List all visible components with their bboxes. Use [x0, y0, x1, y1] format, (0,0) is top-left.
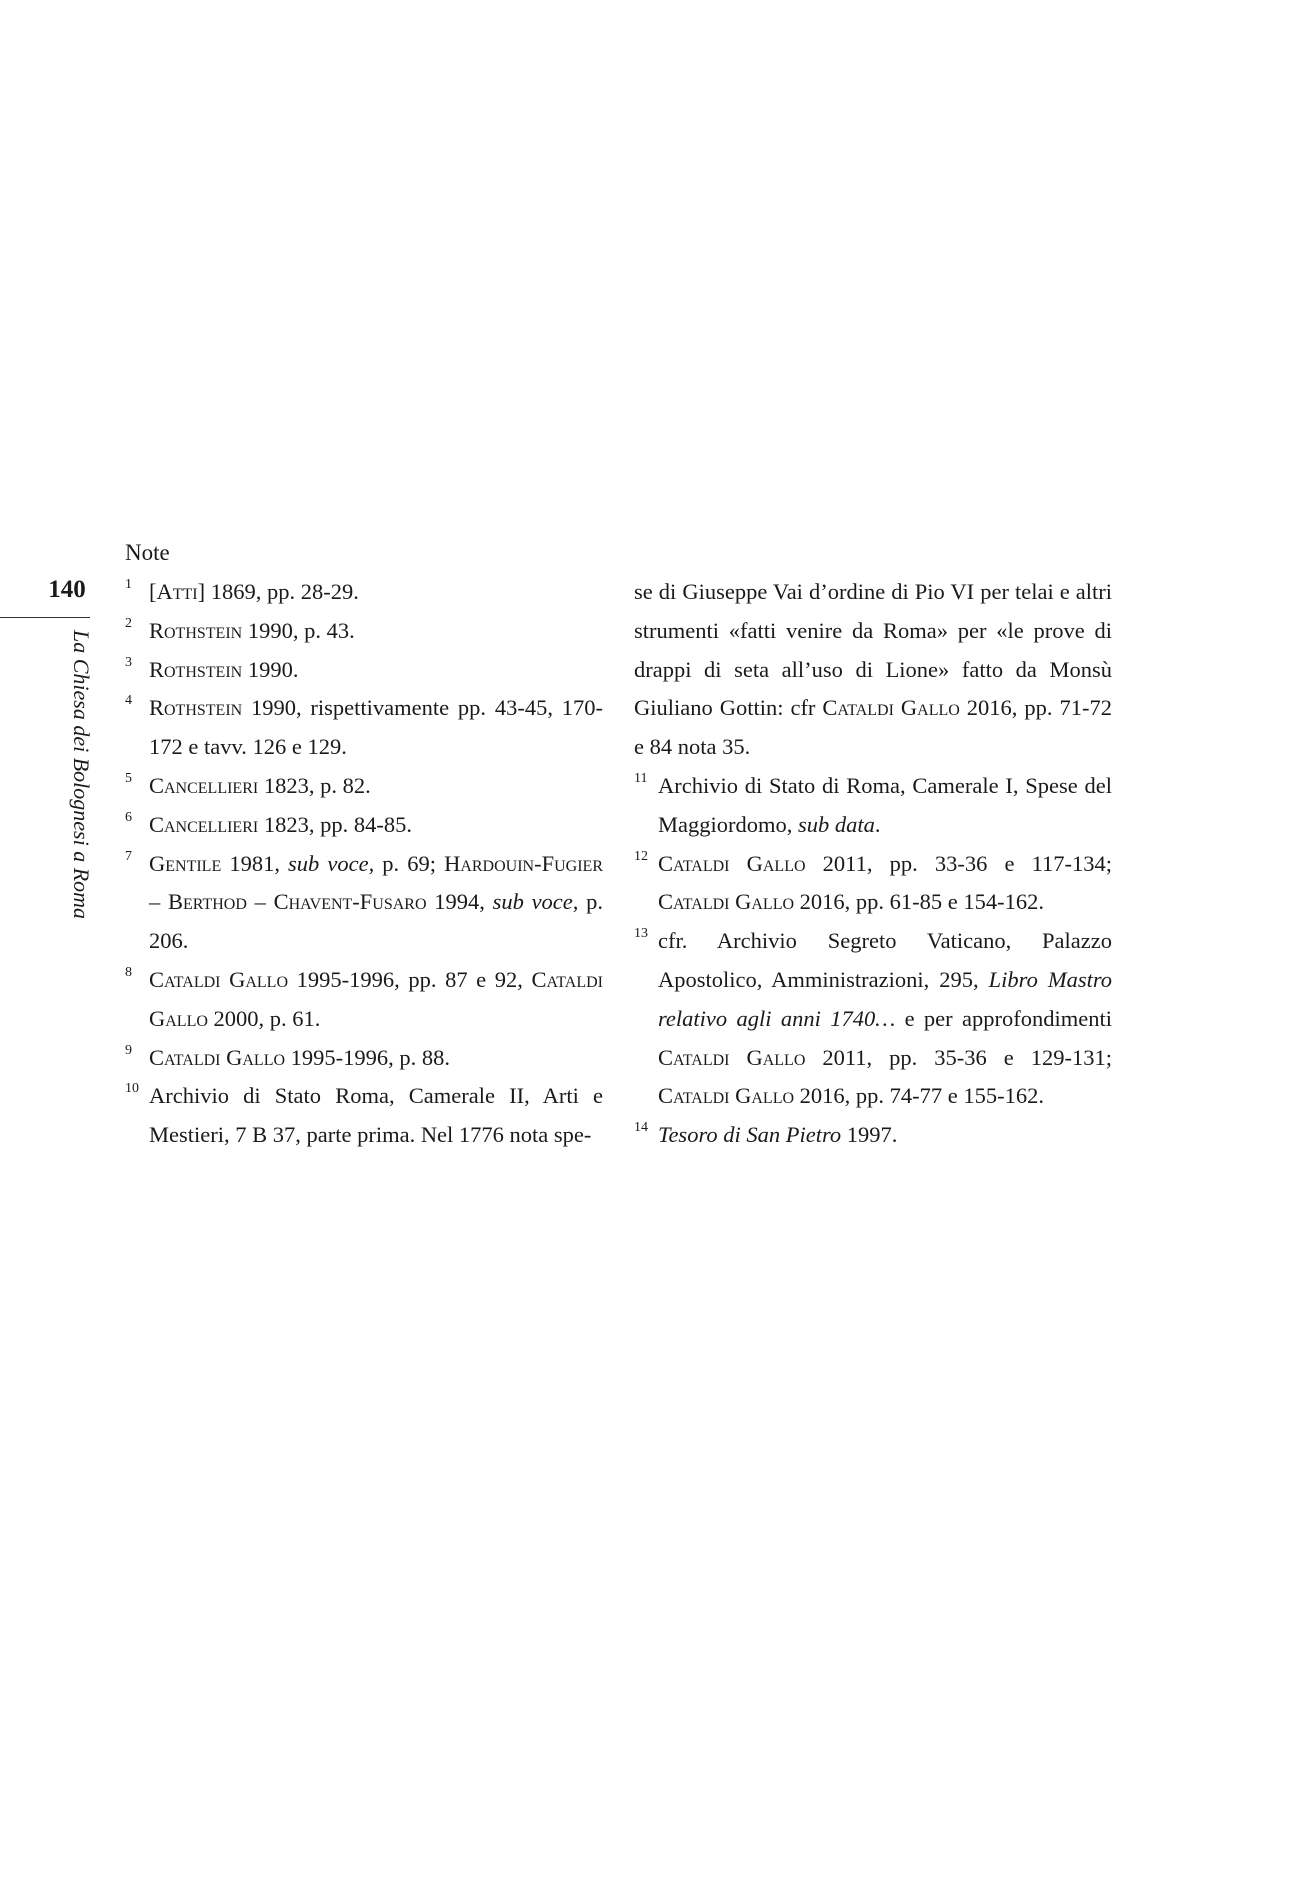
footnote-12: 12 Cataldi Gallo 2011, pp. 33-36 e 117-134; Cataldi Gallo 2016, pp. 61-85 e 154-162. — [634, 845, 1112, 923]
footnote-11: 11 Archivio di Stato di Roma, Camerale I, Spese del Maggiordomo, sub data. — [634, 767, 1112, 845]
footnote-2: 2 Rothstein 1990, p. 43. — [125, 612, 603, 651]
footnote-13: 13 cfr. Archivio Segreto Vaticano, Palazzo Apostolico, Amministrazioni, 295, Libro Mastro relativo agli anni 1740… e per approfondimenti Cataldi Gallo 2011, pp. 35-36 e 129-131; Cataldi Gallo 2016, pp. 74-77 e 155-162. — [634, 922, 1112, 1116]
footnote-number: 1 — [125, 577, 132, 592]
margin-rule — [0, 617, 90, 618]
notes-column-right — [634, 573, 1112, 1155]
notes-column-left — [125, 573, 603, 1155]
footnote-4: 4 Rothstein 1990, rispettivamente pp. 43-45, 170-172 e tavv. 126 e 129. — [125, 689, 603, 767]
notes-heading: Note — [125, 540, 170, 565]
footnote-number: 11 — [634, 770, 648, 786]
footnote-10: 10 Archivio di Stato Roma, Camerale II, Arti e Mestieri, 7 B 37, parte prima. Nel 1776 nota spe- — [125, 1077, 603, 1155]
footnote-3: 3 Rothstein 1990. — [125, 651, 603, 690]
footnote-number: 14 — [634, 1120, 648, 1136]
footnote-7: 7 Gentile 1981, sub voce, p. 69; Hardouin-Fugier – Berthod – Chavent-Fusaro 1994, sub voce, p. 206. — [125, 845, 603, 961]
footnote-number: 12 — [634, 848, 648, 864]
footnote-14: 14 Tesoro di San Pietro 1997. — [634, 1116, 1112, 1155]
footnote-5: 5 Cancellieri 1823, p. 82. — [125, 767, 603, 806]
footnote-number: 9 — [125, 1042, 132, 1058]
footnote-number: 10 — [125, 1081, 139, 1097]
footnote-6: 6 Cancellieri 1823, pp. 84-85. — [125, 806, 603, 845]
footnote-number: 2 — [125, 615, 132, 631]
footnote-number: 6 — [125, 809, 132, 825]
footnote-number: 3 — [125, 654, 132, 670]
page-number: 140 — [48, 576, 86, 603]
footnote-number: 8 — [125, 964, 132, 980]
footnote-number: 4 — [125, 693, 132, 709]
footnote-number: 13 — [634, 926, 648, 942]
footnote-8: 8 Cataldi Gallo 1995-1996, pp. 87 e 92, Cataldi Gallo 2000, p. 61. — [125, 961, 603, 1039]
running-head: La Chiesa dei Bolognesi a Roma — [69, 630, 94, 920]
footnote-number: 5 — [125, 770, 132, 786]
footnote-number: 7 — [125, 848, 132, 864]
footnote-1: 1 [Atti] 1869, pp. 28-29. — [125, 573, 603, 612]
footnote-10-continued: se di Giuseppe Vai d’ordine di Pio VI per telai e altri strumenti «fatti venire da Roma» per «le prove di drappi di seta all’uso di Lione» fatto da Monsù Giuliano Gottin: cfr Cataldi Gallo 2016, pp. 71-72 e 84 nota 35. — [634, 579, 1113, 760]
footnote-9: 9 Cataldi Gallo 1995-1996, p. 88. — [125, 1039, 603, 1078]
